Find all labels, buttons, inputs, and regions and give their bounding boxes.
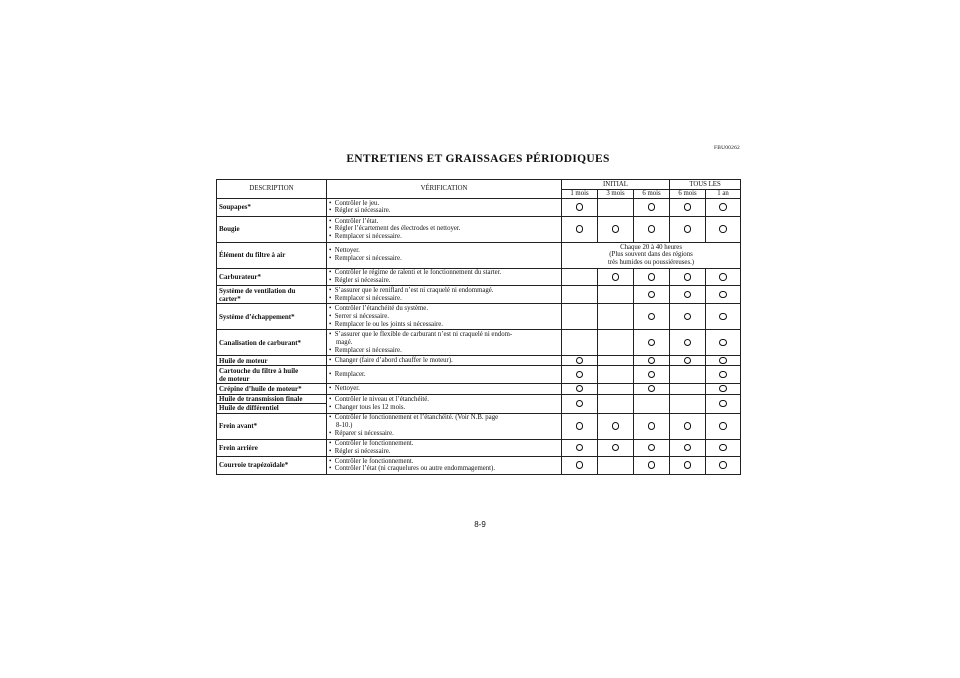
schedule-cell xyxy=(670,330,706,356)
schedule-cell xyxy=(598,394,634,413)
verification-cell xyxy=(327,199,562,217)
header-initial: INITIAL xyxy=(562,180,670,190)
table-row xyxy=(217,366,741,384)
verification-item: • S’assurer que le flexible de carburant n’est ni craquelé ni endom- xyxy=(329,331,559,339)
interval-note-line: très humides ou poussiéreuses.) xyxy=(607,259,695,267)
item-name-line: Courroie trapézoïdale* xyxy=(219,461,289,470)
table-row xyxy=(217,216,741,242)
schedule-cell xyxy=(562,366,598,384)
schedule-cell xyxy=(670,216,706,242)
item-name-line: Canalisation de carburant* xyxy=(219,338,302,347)
maintenance-mark-icon xyxy=(648,225,656,233)
item-name xyxy=(217,268,327,286)
maintenance-mark-icon xyxy=(576,225,584,233)
table-row xyxy=(217,439,741,457)
schedule-cell xyxy=(634,439,670,457)
maintenance-schedule-table xyxy=(216,179,741,475)
verification-item: • Réparer si nécessaire. xyxy=(329,430,559,438)
schedule-cell xyxy=(670,304,706,330)
schedule-cell xyxy=(598,413,634,439)
item-name-line: carter* xyxy=(219,294,241,303)
maintenance-mark-icon xyxy=(648,273,656,281)
schedule-cell xyxy=(562,457,598,475)
maintenance-mark-icon xyxy=(719,371,727,379)
schedule-cell xyxy=(562,439,598,457)
maintenance-mark-icon xyxy=(684,339,692,347)
verification-item: • Remplacer si nécessaire. xyxy=(329,233,559,241)
schedule-cell xyxy=(670,286,706,304)
schedule-cell xyxy=(634,268,670,286)
verification-item: • Régler si nécessaire. xyxy=(329,207,559,215)
maintenance-mark-icon xyxy=(576,385,584,393)
maintenance-mark-icon xyxy=(576,203,584,211)
item-name-line: Bougie xyxy=(219,225,240,234)
item-name-line: Frein avant* xyxy=(219,422,258,431)
maintenance-mark-icon xyxy=(719,225,727,233)
verification-item: • Remplacer. xyxy=(329,371,559,379)
maintenance-mark-icon xyxy=(684,313,692,321)
schedule-cell xyxy=(598,216,634,242)
maintenance-mark-icon xyxy=(576,400,584,408)
schedule-cell xyxy=(598,439,634,457)
maintenance-mark-icon xyxy=(576,357,584,365)
maintenance-mark-icon xyxy=(719,313,727,321)
maintenance-mark-icon xyxy=(648,313,656,321)
item-name xyxy=(217,330,327,356)
maintenance-mark-icon xyxy=(612,444,620,452)
maintenance-mark-icon xyxy=(648,203,656,211)
maintenance-mark-icon xyxy=(684,444,692,452)
schedule-cell xyxy=(634,366,670,384)
maintenance-mark-icon xyxy=(612,273,620,281)
item-name xyxy=(217,199,327,217)
verification-item: • Régler si nécessaire. xyxy=(329,277,559,285)
schedule-cell xyxy=(562,304,598,330)
table-row xyxy=(217,394,741,413)
schedule-cell xyxy=(562,286,598,304)
maintenance-mark-icon xyxy=(576,444,584,452)
verification-item: • Changer tous les 12 mois. xyxy=(329,404,559,412)
schedule-cell xyxy=(634,199,670,217)
schedule-cell xyxy=(670,366,706,384)
verification-item: • Contrôler le régime de ralenti et le fonctionnement du starter. xyxy=(329,269,559,277)
verification-item: • Contrôler l’étanchéité du système. xyxy=(329,305,559,313)
item-name xyxy=(217,439,327,457)
schedule-cell xyxy=(562,384,598,394)
verification-item: • Nettoyer. xyxy=(329,247,559,255)
item-name-line: Système de ventilation du xyxy=(219,286,296,295)
page-number: 8-9 xyxy=(474,520,486,529)
item-name xyxy=(217,413,327,439)
verification-cell xyxy=(327,330,562,356)
verification-item: • Contrôler le niveau et l’étanchéité. xyxy=(329,396,559,404)
interval-note xyxy=(562,242,741,268)
verification-item: • Remplacer le ou les joints si nécessaire. xyxy=(329,321,559,329)
verification-item: • Serrer si nécessaire. xyxy=(329,313,559,321)
schedule-cell xyxy=(634,356,670,366)
maintenance-mark-icon xyxy=(719,357,727,365)
schedule-cell xyxy=(562,394,598,413)
item-name xyxy=(217,384,327,394)
item-name-line: Cartouche du filtre à huile xyxy=(219,366,299,375)
schedule-cell xyxy=(562,199,598,217)
schedule-cell xyxy=(598,356,634,366)
item-name-line: Soupapes* xyxy=(219,203,251,212)
item-name-line: Huile de différentiel xyxy=(217,403,326,412)
schedule-cell xyxy=(562,330,598,356)
table-row xyxy=(217,242,741,268)
maintenance-mark-icon xyxy=(576,461,584,469)
maintenance-mark-icon xyxy=(719,339,727,347)
verification-item: • Contrôler l’état (ni craquelures ou autre endommagement). xyxy=(329,465,559,473)
schedule-cell xyxy=(598,199,634,217)
schedule-cell xyxy=(562,268,598,286)
table-row xyxy=(217,199,741,217)
verification-item: • Nettoyer. xyxy=(329,385,559,393)
maintenance-mark-icon xyxy=(684,203,692,211)
maintenance-mark-icon xyxy=(648,291,656,299)
schedule-cell xyxy=(670,384,706,394)
schedule-cell xyxy=(634,216,670,242)
table-header xyxy=(217,180,741,199)
item-name xyxy=(217,286,327,304)
verification-cell xyxy=(327,457,562,475)
schedule-cell xyxy=(706,439,741,457)
schedule-cell xyxy=(598,330,634,356)
maintenance-mark-icon xyxy=(648,371,656,379)
maintenance-mark-icon xyxy=(684,291,692,299)
schedule-cell xyxy=(706,356,741,366)
header-period: 6 mois xyxy=(634,189,670,199)
schedule-cell xyxy=(562,413,598,439)
maintenance-mark-icon xyxy=(612,225,620,233)
table-row xyxy=(217,384,741,394)
table-row xyxy=(217,356,741,366)
verification-cell xyxy=(327,366,562,384)
schedule-cell xyxy=(670,268,706,286)
item-name-line: Élément du filtre à air xyxy=(219,251,286,260)
table-row xyxy=(217,304,741,330)
maintenance-mark-icon xyxy=(576,371,584,379)
maintenance-mark-icon xyxy=(684,422,692,430)
maintenance-mark-icon xyxy=(648,422,656,430)
maintenance-mark-icon xyxy=(648,339,656,347)
verification-cell xyxy=(327,286,562,304)
schedule-cell xyxy=(706,199,741,217)
verification-cell xyxy=(327,216,562,242)
verification-cell xyxy=(327,304,562,330)
maintenance-mark-icon xyxy=(648,461,656,469)
schedule-cell xyxy=(634,394,670,413)
item-name-line: Carburateur* xyxy=(219,273,261,282)
verification-cell xyxy=(327,413,562,439)
maintenance-mark-icon xyxy=(684,273,692,281)
header-description: DESCRIPTION xyxy=(217,180,327,199)
maintenance-mark-icon xyxy=(719,203,727,211)
verification-item: • Contrôler l’état. xyxy=(329,218,559,226)
schedule-cell xyxy=(598,457,634,475)
table-row xyxy=(217,330,741,356)
schedule-cell xyxy=(562,216,598,242)
maintenance-mark-icon xyxy=(612,422,620,430)
schedule-cell xyxy=(706,216,741,242)
maintenance-mark-icon xyxy=(684,461,692,469)
item-name-line: Huile de transmission finale xyxy=(219,395,303,404)
item-name xyxy=(217,457,327,475)
schedule-cell xyxy=(634,457,670,475)
schedule-cell xyxy=(634,286,670,304)
header-tous-les: TOUS LES xyxy=(670,180,741,190)
item-name xyxy=(217,366,327,384)
page-title: ENTRETIENS ET GRAISSAGES PÉRIODIQUES xyxy=(346,153,610,165)
maintenance-mark-icon xyxy=(719,291,727,299)
schedule-cell xyxy=(562,356,598,366)
table-body xyxy=(217,199,741,475)
schedule-cell xyxy=(670,413,706,439)
verification-item: • Remplacer si nécessaire. xyxy=(329,347,559,355)
schedule-cell xyxy=(634,330,670,356)
verification-item-continuation: 8-10.) xyxy=(336,422,353,430)
schedule-cell xyxy=(598,286,634,304)
header-period: 1 mois xyxy=(562,189,598,199)
table-row xyxy=(217,413,741,439)
item-name xyxy=(217,216,327,242)
schedule-cell xyxy=(598,304,634,330)
schedule-cell xyxy=(670,439,706,457)
maintenance-mark-icon xyxy=(576,422,584,430)
schedule-cell xyxy=(670,356,706,366)
verification-item: • Contrôler le fonctionnement. xyxy=(329,440,559,448)
interval-note-line: Chaque 20 à 40 heures xyxy=(620,243,682,251)
header-period: 1 an xyxy=(706,189,741,199)
item-name-line: Système d’échappement* xyxy=(219,312,295,321)
item-name xyxy=(217,394,327,413)
verification-cell xyxy=(327,268,562,286)
maintenance-mark-icon xyxy=(684,357,692,365)
verification-item: • Changer (faire d’abord chauffer le moteur). xyxy=(329,357,559,365)
maintenance-mark-icon xyxy=(648,444,656,452)
maintenance-mark-icon xyxy=(719,385,727,393)
item-name xyxy=(217,356,327,366)
verification-cell xyxy=(327,242,562,268)
header-verification: VÉRIFICATION xyxy=(327,180,562,199)
schedule-cell xyxy=(634,304,670,330)
maintenance-mark-icon xyxy=(719,444,727,452)
schedule-cell xyxy=(706,394,741,413)
verification-item: • Remplacer si nécessaire. xyxy=(329,255,559,263)
verification-cell xyxy=(327,384,562,394)
table-row xyxy=(217,286,741,304)
schedule-cell xyxy=(634,413,670,439)
schedule-cell xyxy=(598,366,634,384)
maintenance-mark-icon xyxy=(648,385,656,393)
schedule-cell xyxy=(670,457,706,475)
maintenance-mark-icon xyxy=(719,273,727,281)
header-period: 6 mois xyxy=(670,189,706,199)
item-name xyxy=(217,242,327,268)
verification-item: • Remplacer si nécessaire. xyxy=(329,295,559,303)
schedule-cell xyxy=(706,366,741,384)
document-code: FBU00262 xyxy=(713,145,740,151)
verification-item: • Contrôler le fonctionnement et l’étanchéité. (Voir N.B. page xyxy=(329,414,559,422)
verification-cell xyxy=(327,394,562,413)
maintenance-mark-icon xyxy=(719,461,727,469)
item-name-line: Frein arrière xyxy=(219,443,258,452)
schedule-cell xyxy=(634,384,670,394)
verification-item: • Contrôler le fonctionnement. xyxy=(329,458,559,466)
verification-cell xyxy=(327,439,562,457)
interval-note-line: (Plus souvent dans des régions xyxy=(609,251,693,259)
maintenance-mark-icon xyxy=(684,225,692,233)
schedule-cell xyxy=(706,413,741,439)
verification-item-continuation: magé. xyxy=(336,338,353,346)
item-name-line: Crépine d’huile de moteur* xyxy=(219,385,302,394)
item-name-line: Huile de moteur xyxy=(219,356,268,365)
schedule-cell xyxy=(670,199,706,217)
verification-item: • Contrôler le jeu. xyxy=(329,200,559,208)
maintenance-mark-icon xyxy=(719,422,727,430)
table-row xyxy=(217,268,741,286)
schedule-cell xyxy=(706,286,741,304)
item-name-line: de moteur xyxy=(219,374,250,383)
table-row xyxy=(217,457,741,475)
maintenance-mark-icon xyxy=(719,400,727,408)
schedule-cell xyxy=(706,304,741,330)
verification-item: • Régler si nécessaire. xyxy=(329,448,559,456)
verification-item: • S’assurer que le reniflard n’est ni craquelé ni endommagé. xyxy=(329,287,559,295)
item-name xyxy=(217,304,327,330)
schedule-cell xyxy=(706,330,741,356)
header-period: 3 mois xyxy=(598,189,634,199)
verification-cell xyxy=(327,356,562,366)
schedule-cell xyxy=(706,268,741,286)
schedule-cell xyxy=(670,394,706,413)
verification-item: • Régler l’écartement des électrodes et nettoyer. xyxy=(329,225,559,233)
schedule-cell xyxy=(706,384,741,394)
schedule-cell xyxy=(706,457,741,475)
schedule-cell xyxy=(598,384,634,394)
schedule-cell xyxy=(598,268,634,286)
maintenance-mark-icon xyxy=(648,357,656,365)
